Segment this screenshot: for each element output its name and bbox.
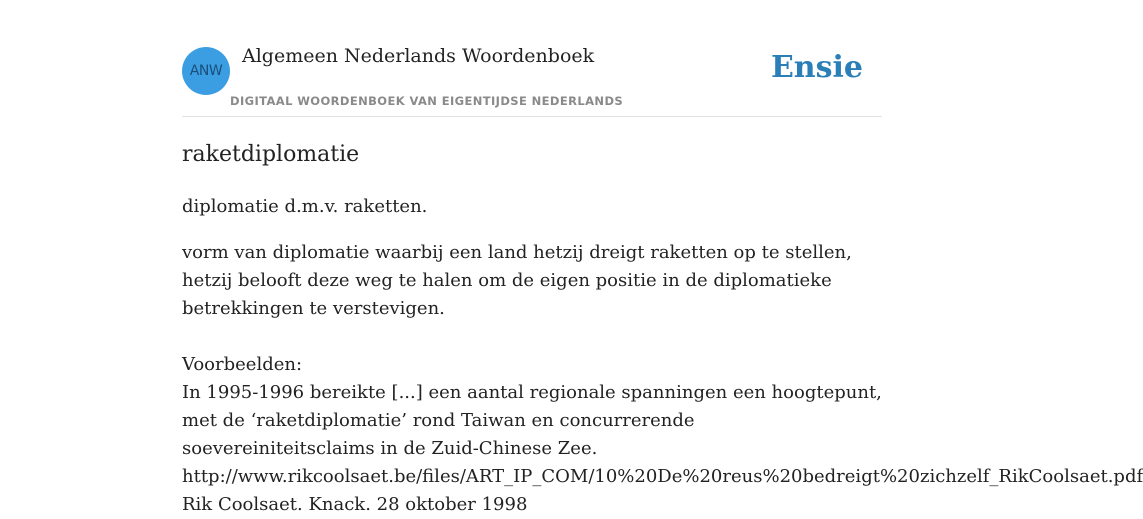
ensie-brand-link[interactable]: Ensie [770,50,863,85]
example-source-citation: Rik Coolsaet. Knack. 28 oktober 1998 [182,494,528,515]
anw-logo[interactable]: ANW [182,47,230,95]
examples-section [182,351,1143,519]
site-header [182,0,882,117]
site-subtitle: DIGITAAL WOORDENBOEK VAN EIGENTIJDSE NEDERLANDS [230,94,624,108]
entry-headword: raketdiplomatie [182,142,360,167]
site-title[interactable]: Algemeen Nederlands Woordenboek [242,45,595,67]
long-definition: vorm van diplomatie waarbij een land hetzij dreigt raketten op te stellen, hetzij belooft deze weg te halen om de eigen positie in de diplomatieke betrekkingen te verstevigen. [182,242,852,319]
entry-content [182,136,1143,519]
examples-label: Voorbeelden: [182,354,303,375]
example-source-url[interactable]: http://www.rikcoolsaet.be/files/ART_IP_COM/10%20De%20reus%20bedreigt%20zichzelf_RikCoolsaet.pdf [182,466,1143,487]
short-definition: diplomatie d.m.v. raketten. [182,196,428,217]
example-text: In 1995-1996 bereikte [...] een aantal regionale spanningen een hoogtepunt, met de ‘raketdiplomatie’ rond Taiwan en concurrerende soevereiniteitsclaims in de Zuid-Chinese Zee. [182,382,882,459]
